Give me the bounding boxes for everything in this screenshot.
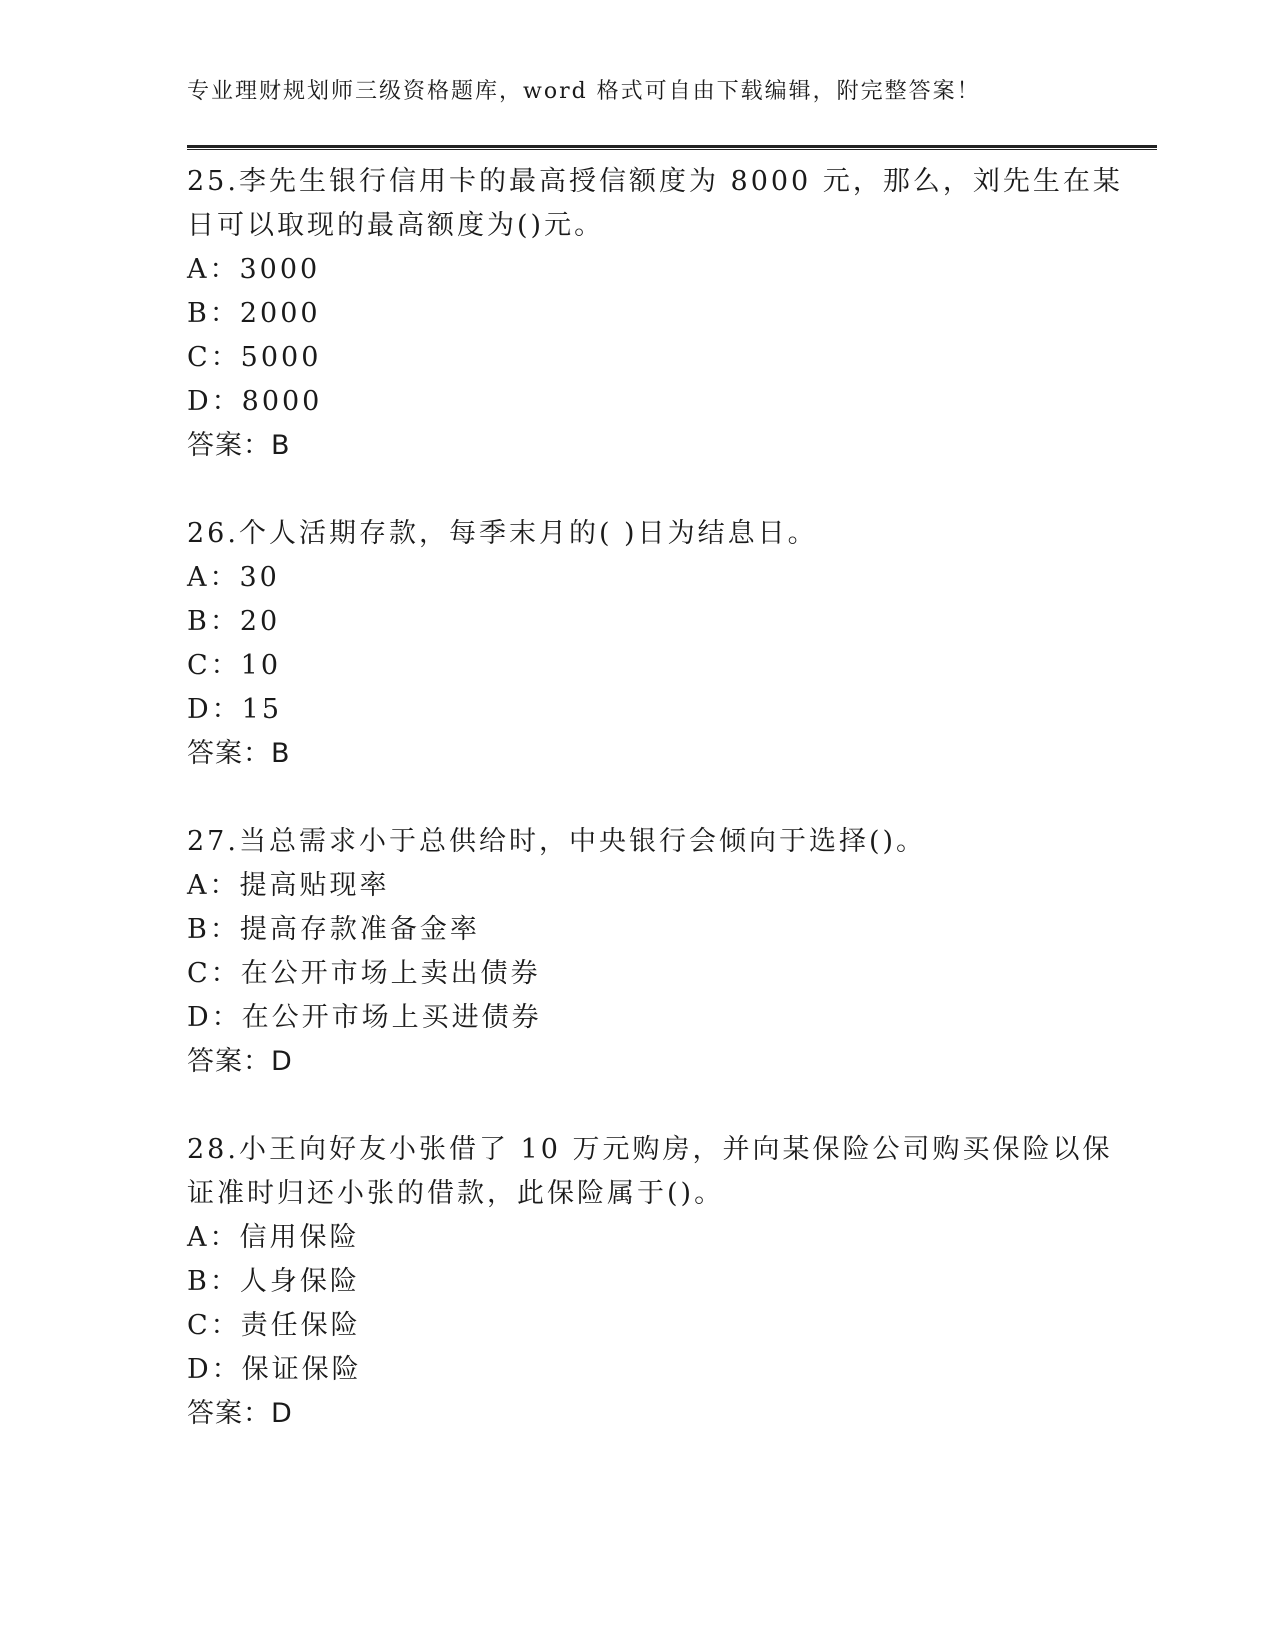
option-a: A：提高贴现率 <box>187 870 390 901</box>
page-header: 专业理财规划师三级资格题库，word 格式可自由下载编辑，附完整答案！ <box>187 79 981 104</box>
header-rule <box>187 145 1157 150</box>
question-stem-line: 日可以取现的最高额度为()元。 <box>187 210 605 241</box>
option-b: B：2000 <box>187 298 321 329</box>
question-stem-line: 证准时归还小张的借款，此保险属于()。 <box>187 1178 725 1209</box>
option-d: D：保证保险 <box>187 1354 362 1385</box>
option-d: D：15 <box>187 694 283 725</box>
option-b: B：人身保险 <box>187 1266 360 1297</box>
question-stem-line: 28.小王向好友小张借了 10 万元购房，并向某保险公司购买保险以保 <box>187 1134 1113 1165</box>
question-stem-line: 26.个人活期存款，每季末月的( )日为结息日。 <box>187 518 818 549</box>
option-c: C：责任保险 <box>187 1310 361 1341</box>
option-c: C：10 <box>187 650 282 681</box>
option-c: C：5000 <box>187 342 322 373</box>
option-d: D：8000 <box>187 386 323 417</box>
option-b: B：20 <box>187 606 281 637</box>
option-c: C：在公开市场上卖出债券 <box>187 958 541 989</box>
option-a: A：3000 <box>187 254 321 285</box>
question-stem-line: 27.当总需求小于总供给时，中央银行会倾向于选择()。 <box>187 826 927 857</box>
answer: 答案：B <box>187 738 291 769</box>
option-a: A：信用保险 <box>187 1222 360 1253</box>
option-d: D：在公开市场上买进债券 <box>187 1002 542 1033</box>
option-a: A：30 <box>187 562 280 593</box>
answer: 答案：D <box>187 1398 293 1429</box>
option-b: B：提高存款准备金率 <box>187 914 480 945</box>
question-stem-line: 25.李先生银行信用卡的最高授信额度为 8000 元，那么，刘先生在某 <box>187 166 1123 197</box>
answer: 答案：D <box>187 1046 293 1077</box>
answer: 答案：B <box>187 430 291 461</box>
